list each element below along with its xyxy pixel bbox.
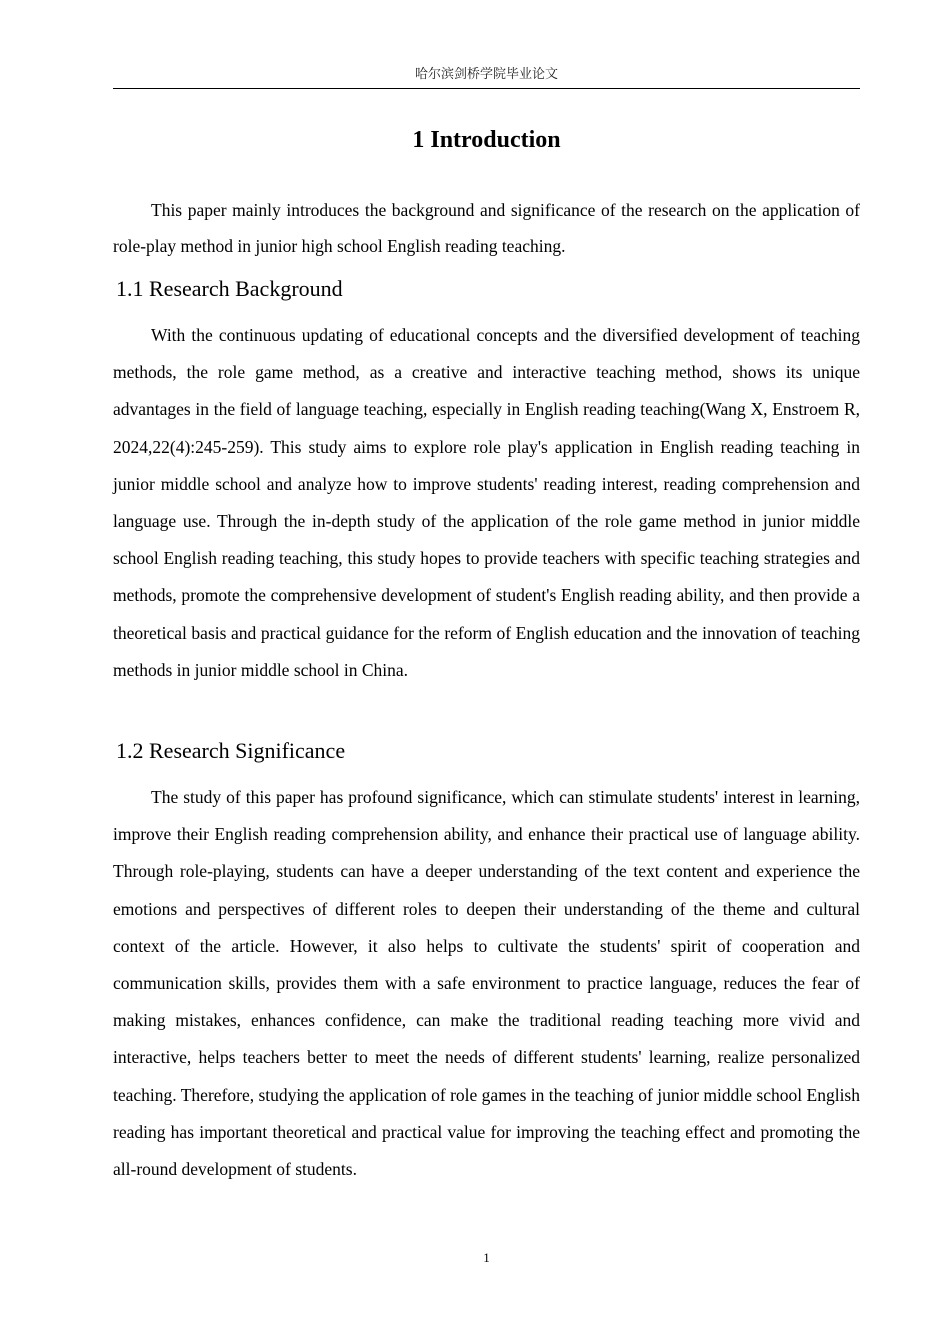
section-heading-research-significance: 1.2 Research Significance — [116, 738, 346, 763]
running-header: 哈尔滨剑桥学院毕业论文 — [414, 67, 558, 82]
intro-paragraph: This paper mainly introduces the background and significance of the research on the application of role-play method in junior high school English reading teaching. — [113, 200, 860, 256]
chapter-title: 1 Introduction — [412, 127, 561, 153]
header-rule — [113, 88, 860, 89]
section-heading-research-background: 1.1 Research Background — [116, 276, 343, 301]
research-significance-paragraph: The study of this paper has profound significance, which can stimulate students' interest in learning, improve their English reading comprehension ability, and enhance their practical use of language ability. Through role-playing, students can have a deeper understanding of the text content and experience the emotions and perspectives of different roles to deepen their understanding of the theme and cultural context of the article. However, it also helps to cultivate the students' spirit of cooperation and communication skills, provides them with a safe environment to practice language, reduces the fear of making mistakes, enhances confidence, can make the traditional reading teaching more vivid and interactive, helps teachers better to meet the needs of different students' learning, realize personalized teaching. Therefore, studying the application of role games in the teaching of junior middle school English reading has important theoretical and practical value for improving the teaching effect and promoting the all-round development of students. — [113, 787, 860, 1180]
research-background-paragraph: With the continuous updating of educational concepts and the diversified development of teaching methods, the role game method, as a creative and interactive teaching method, shows its unique advantages in the field of language teaching, especially in English reading teaching(Wang X, Enstroem R, 2024,22(4):245-259). This study aims to explore role play's application in English reading teaching in junior middle school and analyze how to improve students' reading interest, reading comprehension and language use. Through the in-depth study of the application of the role game method in junior middle school English reading teaching, this study hopes to provide teachers with specific teaching strategies and methods, promote the comprehensive development of student's English reading ability, and then provide a theoretical basis and practical guidance for the reform of English education and the innovation of teaching methods in junior middle school in China. — [113, 325, 860, 680]
page-number: 1 — [483, 1250, 490, 1265]
